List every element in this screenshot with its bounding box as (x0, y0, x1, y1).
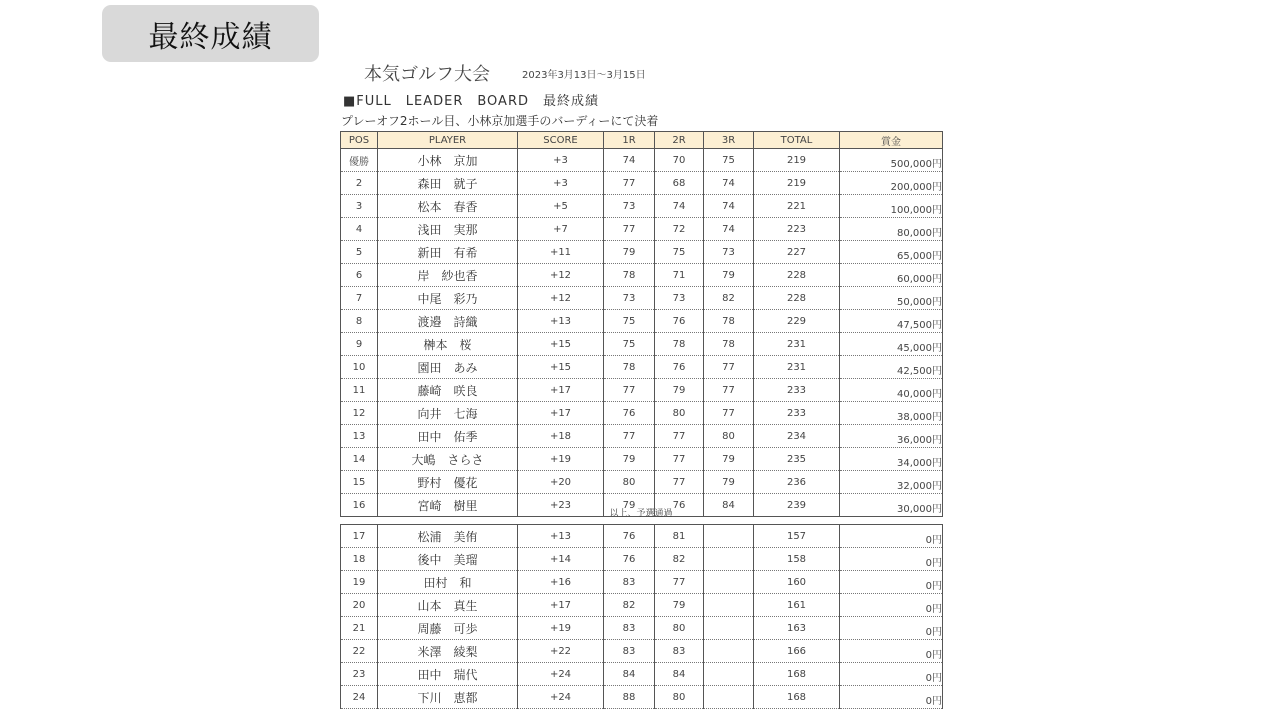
cell-pos: 7 (341, 287, 378, 310)
cell-r3: 77 (704, 379, 754, 402)
cell-r2: 84 (655, 663, 704, 686)
cell-prize: 40,000円 (840, 379, 943, 402)
cell-total: 219 (754, 172, 840, 195)
cell-r1: 77 (604, 379, 655, 402)
cell-player: 宮崎 樹里 (378, 494, 518, 517)
cell-r2: 80 (655, 617, 704, 640)
cell-r1: 77 (604, 425, 655, 448)
table-row (341, 448, 943, 471)
cell-r2: 77 (655, 448, 704, 471)
cell-r2: 77 (655, 471, 704, 494)
cell-r1: 75 (604, 333, 655, 356)
table-row (341, 195, 943, 218)
col-header-pos: POS (341, 132, 378, 149)
cell-prize: 50,000円 (840, 287, 943, 310)
playoff-note: プレーオフ2ホール目、小林京加選手のバーディーにて決着 (341, 114, 659, 128)
cell-r2: 76 (655, 310, 704, 333)
cell-player: 浅田 実那 (378, 218, 518, 241)
cell-score: +12 (518, 287, 604, 310)
cell-r2: 70 (655, 149, 704, 172)
tournament-dates: 2023年3月13日～3月15日 (522, 70, 646, 81)
table-row (341, 333, 943, 356)
cell-r1: 83 (604, 617, 655, 640)
cell-r1: 79 (604, 448, 655, 471)
table-row (341, 218, 943, 241)
cell-r1: 73 (604, 287, 655, 310)
cell-score: +24 (518, 686, 604, 709)
cell-r1: 83 (604, 571, 655, 594)
cell-pos: 優勝 (341, 149, 378, 172)
cell-r2: 77 (655, 571, 704, 594)
cell-score: +3 (518, 172, 604, 195)
cell-score: +11 (518, 241, 604, 264)
cell-r2: 71 (655, 264, 704, 287)
cell-player: 田中 佑季 (378, 425, 518, 448)
cell-player: 下川 恵都 (378, 686, 518, 709)
cell-prize: 42,500円 (840, 356, 943, 379)
cell-pos: 5 (341, 241, 378, 264)
table-row (341, 548, 943, 571)
cell-r2: 72 (655, 218, 704, 241)
cell-r1: 83 (604, 640, 655, 663)
table-row (341, 379, 943, 402)
cell-pos: 20 (341, 594, 378, 617)
cell-total: 231 (754, 356, 840, 379)
col-header-prize: 賞金 (840, 132, 943, 149)
cell-r1: 79 (604, 241, 655, 264)
cell-r2: 74 (655, 195, 704, 218)
cell-player: 山本 真生 (378, 594, 518, 617)
cell-score: +5 (518, 195, 604, 218)
cell-r1: 75 (604, 310, 655, 333)
cell-r1: 79 (604, 494, 655, 517)
cell-pos: 14 (341, 448, 378, 471)
cell-score: +20 (518, 471, 604, 494)
cell-r1: 76 (604, 402, 655, 425)
cell-score: +23 (518, 494, 604, 517)
cell-pos: 22 (341, 640, 378, 663)
cell-player: 榊本 桜 (378, 333, 518, 356)
cell-pos: 8 (341, 310, 378, 333)
table-row (341, 471, 943, 494)
cell-prize: 200,000円 (840, 172, 943, 195)
cell-total: 168 (754, 663, 840, 686)
cell-score: +15 (518, 356, 604, 379)
cell-score: +12 (518, 264, 604, 287)
cell-prize: 0円 (840, 663, 943, 686)
cell-total: 166 (754, 640, 840, 663)
cell-total: 223 (754, 218, 840, 241)
cell-r1: 82 (604, 594, 655, 617)
cell-r3: 78 (704, 333, 754, 356)
cell-r2: 76 (655, 356, 704, 379)
cell-r3: 74 (704, 218, 754, 241)
cell-r2: 76 (655, 494, 704, 517)
cell-r3 (704, 640, 754, 663)
cell-total: 161 (754, 594, 840, 617)
table-row (341, 287, 943, 310)
cell-pos: 24 (341, 686, 378, 709)
cell-r2: 77 (655, 425, 704, 448)
cell-r3 (704, 617, 754, 640)
cell-r3: 79 (704, 448, 754, 471)
cell-pos: 12 (341, 402, 378, 425)
cell-pos: 18 (341, 548, 378, 571)
missed-cut-body (341, 525, 943, 709)
cell-total: 231 (754, 333, 840, 356)
cell-pos: 10 (341, 356, 378, 379)
cell-player: 渡邉 詩織 (378, 310, 518, 333)
cell-player: 小林 京加 (378, 149, 518, 172)
cell-prize: 80,000円 (840, 218, 943, 241)
cell-player: 森田 就子 (378, 172, 518, 195)
cell-r3: 82 (704, 287, 754, 310)
cell-pos: 15 (341, 471, 378, 494)
cell-score: +17 (518, 594, 604, 617)
cell-total: 236 (754, 471, 840, 494)
cell-score: +13 (518, 525, 604, 548)
leaderboard-heading: ■FULL LEADER BOARD 最終成績 (343, 94, 599, 109)
cell-r3: 78 (704, 310, 754, 333)
col-header-3r: 3R (704, 132, 754, 149)
cell-score: +3 (518, 149, 604, 172)
cell-pos: 11 (341, 379, 378, 402)
cell-prize: 500,000円 (840, 149, 943, 172)
cell-player: 新田 有希 (378, 241, 518, 264)
section-badge: 最終成績 (102, 5, 319, 62)
cell-prize: 0円 (840, 686, 943, 709)
cell-score: +14 (518, 548, 604, 571)
cell-r1: 76 (604, 525, 655, 548)
cell-total: 221 (754, 195, 840, 218)
cell-r3 (704, 548, 754, 571)
table-row (341, 686, 943, 709)
table-row (341, 241, 943, 264)
cell-total: 163 (754, 617, 840, 640)
cell-r1: 78 (604, 264, 655, 287)
cell-score: +17 (518, 402, 604, 425)
cell-prize: 60,000円 (840, 264, 943, 287)
cell-pos: 9 (341, 333, 378, 356)
cell-r2: 78 (655, 333, 704, 356)
cell-prize: 100,000円 (840, 195, 943, 218)
cell-r3: 75 (704, 149, 754, 172)
cell-total: 168 (754, 686, 840, 709)
cell-pos: 19 (341, 571, 378, 594)
table-row (341, 172, 943, 195)
table-row (341, 663, 943, 686)
cell-pos: 17 (341, 525, 378, 548)
cell-pos: 2 (341, 172, 378, 195)
cell-prize: 0円 (840, 640, 943, 663)
cell-r3: 73 (704, 241, 754, 264)
cell-r3 (704, 663, 754, 686)
cell-r3 (704, 594, 754, 617)
cell-total: 233 (754, 379, 840, 402)
cell-prize: 0円 (840, 617, 943, 640)
cell-prize: 0円 (840, 594, 943, 617)
table-row (341, 594, 943, 617)
table-row (341, 571, 943, 594)
col-header-total: TOTAL (754, 132, 840, 149)
cell-player: 大嶋 さらさ (378, 448, 518, 471)
cell-total: 228 (754, 287, 840, 310)
cell-r1: 76 (604, 548, 655, 571)
cell-player: 岸 紗也香 (378, 264, 518, 287)
cell-total: 235 (754, 448, 840, 471)
cell-prize: 0円 (840, 548, 943, 571)
cell-prize: 0円 (840, 525, 943, 548)
cell-score: +22 (518, 640, 604, 663)
cut-note: 以上、予選通過 (609, 509, 673, 519)
cell-r2: 73 (655, 287, 704, 310)
tournament-title: 本気ゴルフ大会 (364, 64, 490, 85)
cell-score: +7 (518, 218, 604, 241)
cell-pos: 3 (341, 195, 378, 218)
table-row (341, 402, 943, 425)
cell-r3: 77 (704, 356, 754, 379)
cell-r1: 77 (604, 172, 655, 195)
cell-r1: 78 (604, 356, 655, 379)
cell-r2: 79 (655, 379, 704, 402)
leaderboard-body (341, 149, 943, 517)
table-row (341, 149, 943, 172)
cell-score: +19 (518, 617, 604, 640)
cell-total: 160 (754, 571, 840, 594)
cell-pos: 4 (341, 218, 378, 241)
cell-r3: 84 (704, 494, 754, 517)
cell-prize: 45,000円 (840, 333, 943, 356)
cell-total: 234 (754, 425, 840, 448)
cell-r2: 75 (655, 241, 704, 264)
cell-player: 田村 和 (378, 571, 518, 594)
leaderboard-header-row (341, 132, 943, 149)
cell-total: 228 (754, 264, 840, 287)
cell-r1: 84 (604, 663, 655, 686)
cell-pos: 21 (341, 617, 378, 640)
cell-total: 157 (754, 525, 840, 548)
cell-prize: 0円 (840, 571, 943, 594)
cell-player: 野村 優花 (378, 471, 518, 494)
cell-player: 周藤 可歩 (378, 617, 518, 640)
cell-r1: 74 (604, 149, 655, 172)
cell-prize: 47,500円 (840, 310, 943, 333)
cell-r3 (704, 525, 754, 548)
cell-prize: 65,000円 (840, 241, 943, 264)
cell-r1: 80 (604, 471, 655, 494)
cell-r3: 74 (704, 172, 754, 195)
cell-r2: 68 (655, 172, 704, 195)
cell-r1: 77 (604, 218, 655, 241)
table-row (341, 617, 943, 640)
cell-r3 (704, 571, 754, 594)
cell-player: 松本 春香 (378, 195, 518, 218)
cell-r2: 80 (655, 686, 704, 709)
cell-pos: 6 (341, 264, 378, 287)
cell-total: 219 (754, 149, 840, 172)
cell-player: 米澤 綾梨 (378, 640, 518, 663)
cell-r1: 73 (604, 195, 655, 218)
cell-score: +18 (518, 425, 604, 448)
table-row (341, 310, 943, 333)
cell-total: 239 (754, 494, 840, 517)
cell-pos: 23 (341, 663, 378, 686)
cell-total: 233 (754, 402, 840, 425)
table-row (341, 525, 943, 548)
cell-total: 158 (754, 548, 840, 571)
col-header-1r: 1R (604, 132, 655, 149)
cell-score: +15 (518, 333, 604, 356)
col-header-score: SCORE (518, 132, 604, 149)
cell-r2: 83 (655, 640, 704, 663)
cell-player: 向井 七海 (378, 402, 518, 425)
cell-prize: 34,000円 (840, 448, 943, 471)
cell-r1: 88 (604, 686, 655, 709)
cell-prize: 30,000円 (840, 494, 943, 517)
cell-r3: 79 (704, 264, 754, 287)
cell-total: 227 (754, 241, 840, 264)
cell-r2: 79 (655, 594, 704, 617)
cell-r3: 77 (704, 402, 754, 425)
table-row (341, 264, 943, 287)
cell-player: 中尾 彩乃 (378, 287, 518, 310)
cell-player: 後中 美瑠 (378, 548, 518, 571)
cell-pos: 13 (341, 425, 378, 448)
cell-r2: 81 (655, 525, 704, 548)
cell-r3: 80 (704, 425, 754, 448)
missed-cut-table (340, 524, 943, 709)
col-header-2r: 2R (655, 132, 704, 149)
cell-score: +13 (518, 310, 604, 333)
cell-player: 松浦 美侑 (378, 525, 518, 548)
cell-player: 藤崎 咲良 (378, 379, 518, 402)
cell-score: +16 (518, 571, 604, 594)
cell-prize: 36,000円 (840, 425, 943, 448)
cell-prize: 38,000円 (840, 402, 943, 425)
leaderboard-table (340, 131, 943, 517)
cell-score: +19 (518, 448, 604, 471)
cell-prize: 32,000円 (840, 471, 943, 494)
cell-r3 (704, 686, 754, 709)
table-row (341, 425, 943, 448)
cell-score: +17 (518, 379, 604, 402)
cell-r2: 80 (655, 402, 704, 425)
cell-player: 田中 瑞代 (378, 663, 518, 686)
cell-pos: 16 (341, 494, 378, 517)
cell-player: 園田 あみ (378, 356, 518, 379)
table-row (341, 640, 943, 663)
cell-r2: 82 (655, 548, 704, 571)
cell-total: 229 (754, 310, 840, 333)
cell-r3: 79 (704, 471, 754, 494)
cell-r3: 74 (704, 195, 754, 218)
table-row (341, 356, 943, 379)
col-header-player: PLAYER (378, 132, 518, 149)
cell-score: +24 (518, 663, 604, 686)
